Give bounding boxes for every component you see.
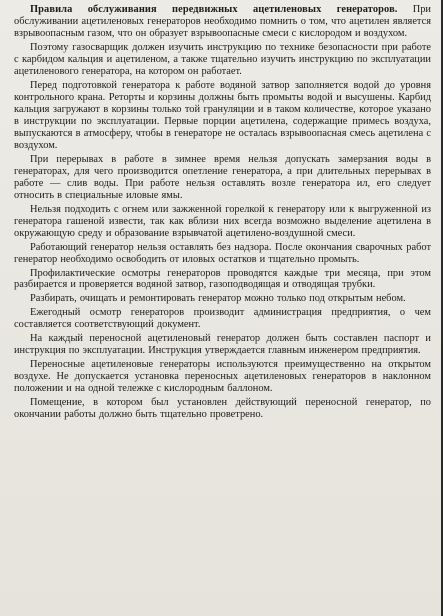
paragraph-10: На каждый переносной ацетиленовый генератор должен быть составлен паспорт и инструкция по эксплуатации. Инструкция утверждается главным инженером предприятия. — [14, 333, 431, 357]
paragraph-9: Ежегодный осмотр генераторов производит администрация предприятия, о чем составляется соответствующий документ. — [14, 307, 431, 331]
paragraph-8: Разбирать, очищать и ремонтировать генератор можно только под открытым небом. — [30, 293, 406, 305]
paragraph-1-text: При обслуживании ацетиленовых генераторов необходимо помнить о том, что ацетилен является взрывоопасным газом, что он образует взрывоопасные смеси с кислородом и воздухом. — [14, 4, 431, 39]
section-heading: Правила обслуживания передвижных ацетиленовых генераторов. — [30, 4, 398, 15]
paragraph-6: Работающий генератор нельзя оставлять без надзора. После окончания сварочных работ генератор необходимо освободить от иловых остатков и тщательно промыть. — [14, 241, 431, 265]
paragraph-11: Переносные ацетиленовые генераторы используются преимущественно на открытом воздухе. Не допускается установка переносных ацетиленовых генераторов в наклонном положении и на одной тележке с кислородным баллоном. — [14, 359, 431, 395]
paragraph-2: Поэтому газосварщик должен изучить инструкцию по технике безопасности при работе с карбидом кальция и ацетиленом, а также тщательно изучить инструкцию по эксплуатации ацетиленового генератора, на котором он работает. — [14, 42, 431, 78]
paragraph-intro — [14, 4, 431, 40]
paragraph-3: Перед подготовкой генератора к работе водяной затвор заполняется водой до уровня контрольного крана. Реторты и корзины должны быть промыты водой и высушены. Карбид кальция загружают в корзины только той грануляции и в таком количестве, которое указано в инструкции по эксплуатации. Первые порции ацетилена, содержащие примесь воздуха, выпускаются в атмосферу, чтобы в генераторе не осталась взрывоопасная смесь ацетилена с воздухом. — [14, 80, 431, 151]
paragraph-7: Профилактические осмотры генераторов проводятся каждые три месяца, при этом разбирается и проверяется водяной затвор, газоподводящая и отводящая трубки. — [14, 267, 431, 291]
paragraph-12: Помещение, в котором был установлен действующий переносной генератор, по окончании работы должно быть тщательно проветрено. — [14, 397, 431, 420]
paragraph-5: Нельзя подходить с огнем или зажженной горелкой к генератору или к выгруженной из генератора гашеной извести, так как вблизи них всегда возможно выделение ацетилена в окружающую среду и образование взрывчатой ацетилено-воздушной смеси. — [14, 203, 431, 239]
paragraph-4: При перерывах в работе в зимнее время нельзя допускать замерзания воды в генераторах, для чего производится опетление генератора, а при длительных перерывах в работе — слив воды. При работе нельзя оставлять возле генератора ил, его следует относить в специальные иловые ямы. — [14, 153, 431, 201]
